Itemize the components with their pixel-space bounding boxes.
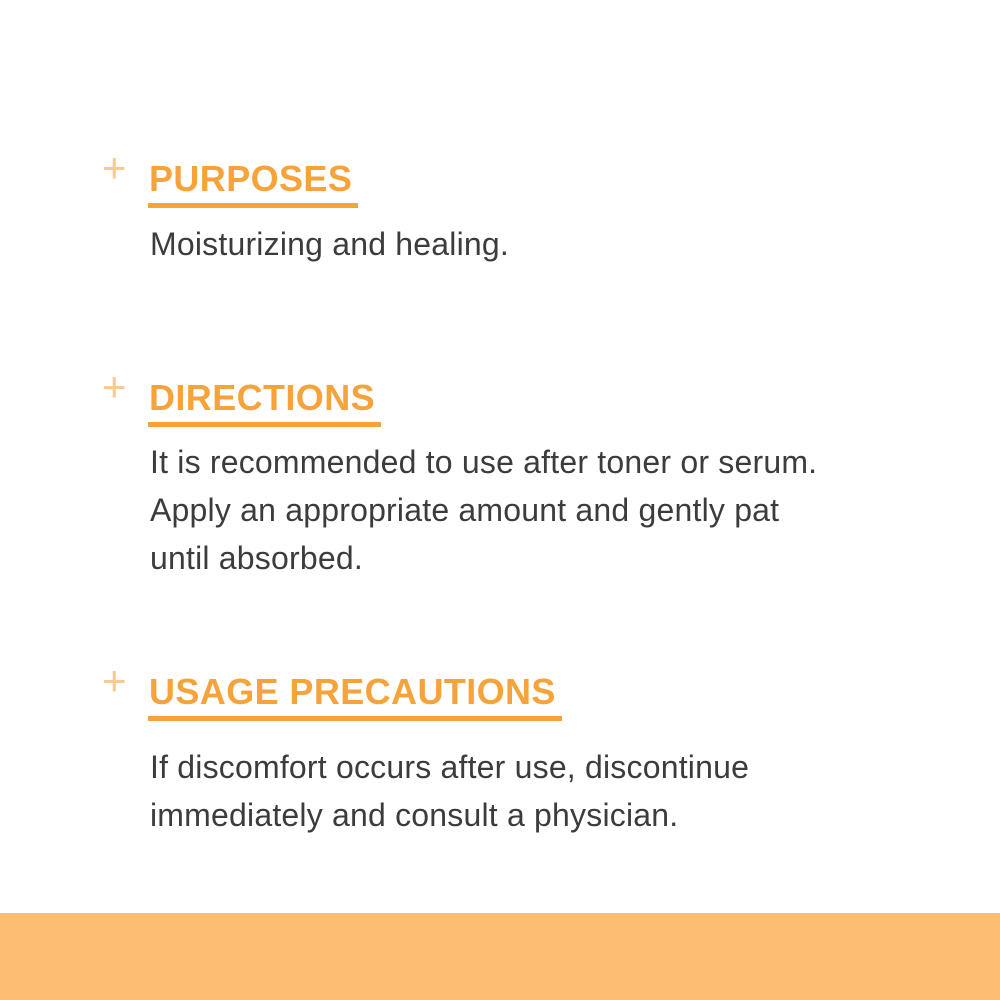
- plus-icon: +: [102, 657, 127, 704]
- body-line: If discomfort occurs after use, discontinue: [150, 749, 750, 785]
- section-body-directions: [148, 438, 817, 582]
- section-body-purposes: [148, 220, 509, 268]
- body-line: Apply an appropriate amount and gently pat: [150, 492, 780, 528]
- section-usage-precautions: [102, 657, 750, 839]
- body-line: Moisturizing and healing.: [150, 226, 509, 262]
- plus-icon: +: [102, 144, 127, 191]
- section-purposes: [102, 144, 509, 268]
- section-title-purposes: PURPOSES: [148, 161, 358, 208]
- section-body-usage-precautions: [148, 743, 749, 839]
- body-line: until absorbed.: [150, 540, 363, 576]
- body-line: It is recommended to use after toner or serum.: [150, 444, 818, 480]
- footer-color-band: [0, 913, 1000, 1000]
- section-title-usage-precautions: USAGE PRECAUTIONS: [148, 674, 562, 721]
- section-directions: [102, 363, 818, 582]
- section-title-directions: DIRECTIONS: [148, 380, 381, 427]
- body-line: immediately and consult a physician.: [150, 797, 679, 833]
- plus-icon: +: [102, 363, 127, 410]
